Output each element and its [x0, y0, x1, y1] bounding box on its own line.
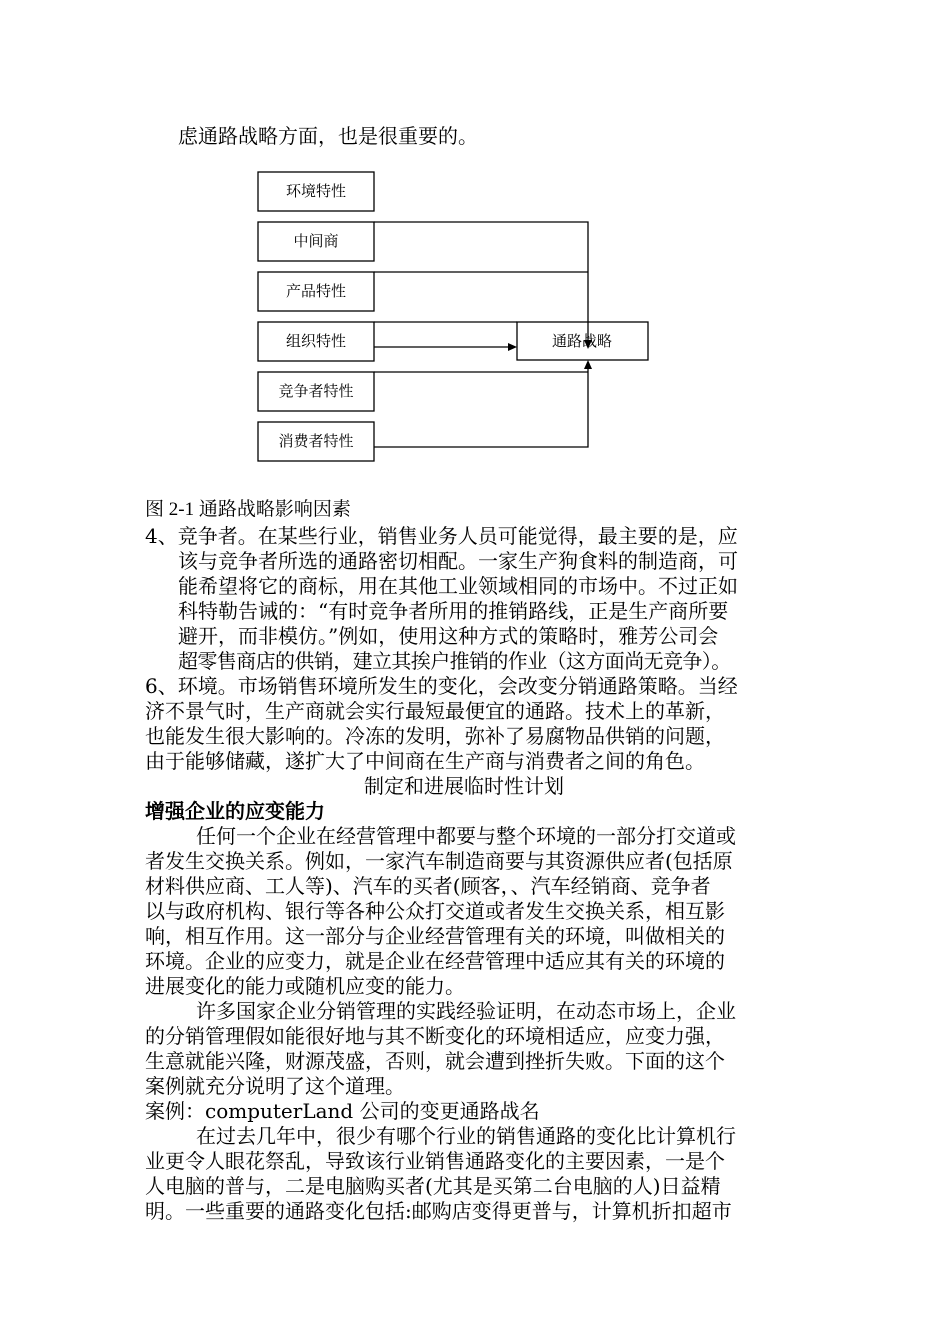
para-line: 人电脑的普与，二是电脑购买者(尤其是买第二台电脑的人)日益精 — [145, 1174, 721, 1198]
target-label: 通路战略 — [551, 332, 613, 350]
para-line: 科特勒告诫的：“有时竞争者所用的推销路线，正是生产商所要 — [178, 599, 729, 623]
factor-label: 环境特性 — [285, 182, 347, 200]
para-line: 4、竞争者。在某些行业，销售业务人员可能觉得，最主要的是，应 — [145, 524, 738, 548]
para-line: 能希望将它的商标，用在其他工业领域相同的市场中。不过正如 — [178, 574, 738, 598]
para-line: 许多国家企业分销管理的实践经验证明，在动态市场上，企业 — [196, 999, 736, 1023]
para-line: 在过去几年中，很少有哪个行业的销售通路的变化比计算机行 — [196, 1124, 736, 1148]
section-heading: 增强企业的应变能力 — [145, 799, 325, 823]
para-line: 济不景气时，生产商就会实行最短最便宜的通路。技术上的革新， — [145, 699, 725, 723]
factor-label: 竞争者特性 — [278, 382, 354, 400]
case-title: 案例：computerLand 公司的变更通路战名 — [145, 1099, 540, 1123]
para-line: 业更令人眼花祭乱，导致该行业销售通路变化的主要因素，一是个 — [145, 1149, 725, 1173]
factor-label: 产品特性 — [285, 282, 347, 300]
para-line: 该与竞争者所选的通路密切相配。一家生产狗食料的制造商，可 — [178, 549, 738, 573]
connector-consumer — [374, 368, 588, 447]
para-line: 生意就能兴隆，财源茂盛，否则，就会遭到挫折失败。下面的这个 — [145, 1049, 725, 1073]
arrowhead-up — [584, 360, 592, 369]
para-line: 任何一个企业在经营管理中都要与整个环境的一部分打交道或 — [196, 824, 736, 848]
figure-caption: 图 2-1 通路战略影响因素 — [145, 499, 351, 520]
factor-label: 中间商 — [293, 232, 339, 250]
para-line: 的分销管理假如能很好地与其不断变化的环境相适应，应变力强， — [145, 1024, 725, 1048]
factor-label: 组织特性 — [285, 332, 347, 350]
para-line: 超零售商店的供销，建立其挨户推销的作业（这方面尚无竞争）。 — [178, 649, 731, 673]
para-line: 由于能够储藏，遂扩大了中间商在生产商与消费者之间的角色。 — [145, 749, 705, 773]
para-line: 案例就充分说明了这个道理。 — [145, 1074, 405, 1098]
factor-label: 消费者特性 — [278, 432, 354, 450]
intro-line: 虑通路战略方面，也是很重要的。 — [178, 124, 478, 148]
para-line: 者发生交换关系。例如，一家汽车制造商要与其资源供应者(包括原 — [145, 849, 733, 873]
centered-title: 制定和进展临时性计划 — [364, 774, 564, 798]
para-line: 环境。企业的应变力，就是企业在经营管理中适应其有关的环境的 — [145, 949, 725, 973]
para-line: 6、环境。市场销售环境所发生的变化，会改变分销通路策略。当经 — [145, 674, 738, 698]
para-line: 也能发生很大影响的。冷冻的发明，弥补了易腐物品供销的问题， — [145, 724, 725, 748]
para-line: 材料供应商、工人等)、汽车的买者(顾客，、汽车经销商、竞争者 — [145, 874, 711, 898]
para-line: 响，相互作用。这一部分与企业经营管理有关的环境，叫做相关的 — [145, 924, 725, 948]
arrowhead-right — [508, 343, 517, 351]
para-line: 以与政府机构、银行等各种公众打交道或者发生交换关系，相互影 — [145, 899, 725, 923]
para-line: 明。一些重要的通路变化包括:邮购店变得更普与，计算机折扣超市 — [145, 1199, 732, 1223]
para-line: 进展变化的能力或随机应变的能力。 — [145, 974, 465, 998]
para-line: 避开，而非模仿。”例如，使用这种方式的策略时，雅芳公司会 — [178, 624, 719, 648]
